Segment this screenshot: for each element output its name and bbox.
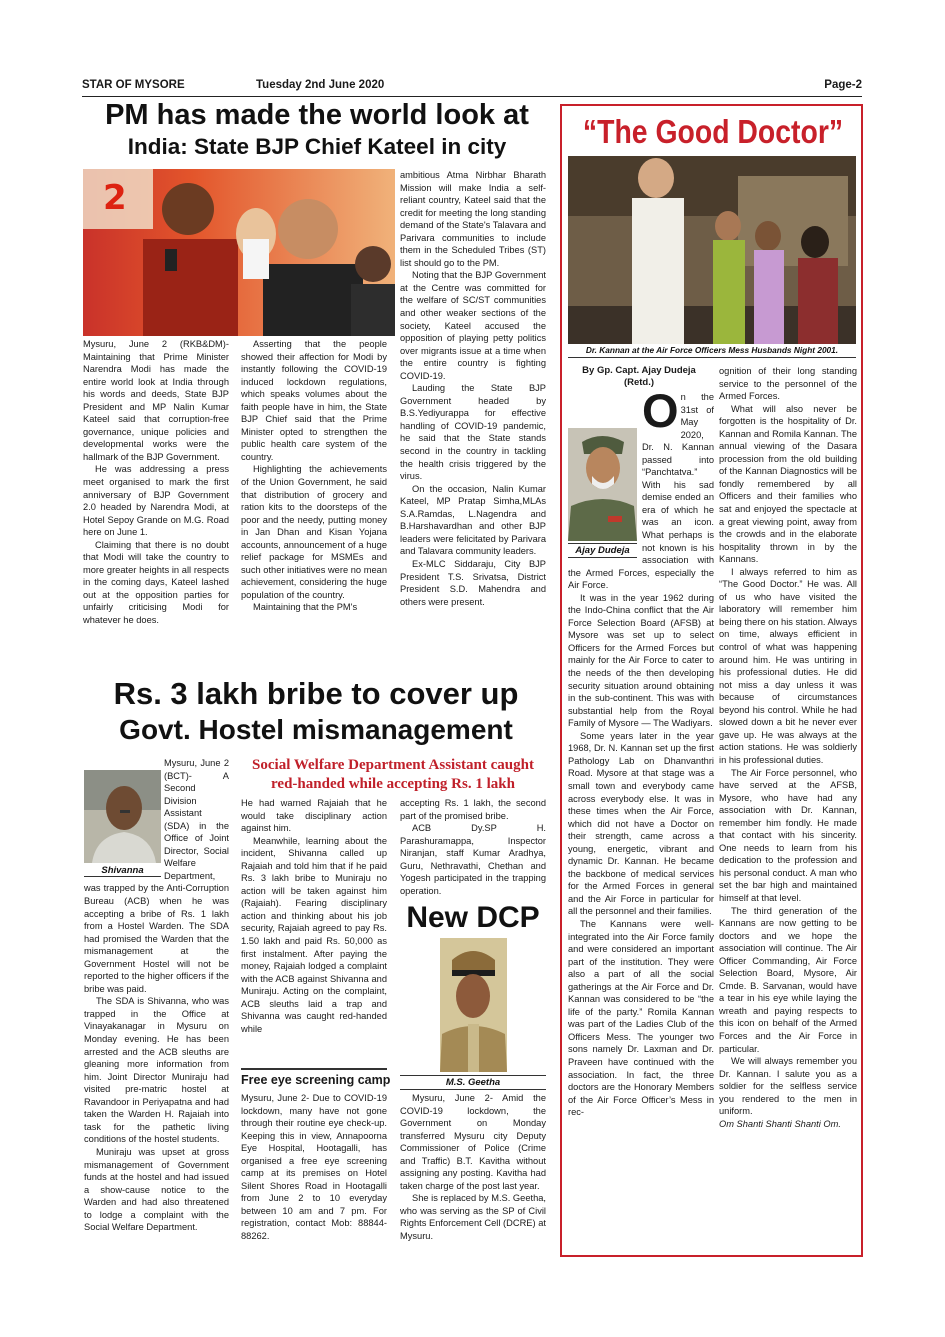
byline-name: By Gp. Capt. Ajay Dudeja [582,365,696,376]
story1-paragraph: Ex-MLC Siddaraju, City BJP President T.S. Srivatsa, District President S.D. Mahendra and others were present. [400,558,546,607]
story1-paragraph: Claiming that there is no doubt that Modi will take the country to more greater heights in all respects in the coming days, Kateel lashed out at the opposition parties for unfairly criticising Modi for whatever he does. [83,539,229,626]
good-doctor-column-2 [719,365,857,1130]
story1-headline: PM has made the world look at [105,99,529,131]
story1-column-2 [241,338,387,614]
ajay-dudeja-caption: Ajay Dudeja [568,543,637,558]
story2-paragraph: He had warned Rajaiah that he would take disciplinary action against him. [241,798,387,834]
story2-paragraph: Muniraju was upset at gross mismanagement of Government funds at the hostel and had issued a show-cause notice to the Warden and had also threatened to lodge a complaint with the Social Welfare Department. [84,1146,229,1233]
story1-paragraph: Asserting that the people showed their affection for Modi by instantly following the COVID-19 induced lockdown regulations, which speaks volumes about the faith people have in him, the State BJP Chief said that the Prime Minister opted to strengthen the public health care system of the country. [241,339,387,462]
story2-paragraph: Meanwhile, learning about the incident, Shivanna called up Rajaiah and told him that if he paid Rs. 3 lakh bribe to Muniraju no action will be taken against him (Rajaiah). Fearing disciplinary action and thinking about his job security, Rajaiah agreed to pay Rs. 1.50 lakh and paid Rs. 50,000 as first instalment. After paying the money, Rajaiah lodged a complaint with the ACB against Shivanna and Muniraju. Acting on the complaint, ACB sleuths laid a trap and Shivanna was caught red-handed while [241,835,387,1034]
good-doctor-byline [566,365,712,389]
good-doctor-column-1 [568,384,714,1119]
story1-subhead: India: State BJP Chief Kateel in city [127,134,507,159]
story1-paragraph: Highlighting the achievements of the Union Government, he said that distribution of grocery and ration kits to the doorsteps of the poor and the needy, putting money in Jan Dhan and Kisan Yojana accounts, announcement of a huge relief package for MSMEs and such other initiatives were no mean achievement, considering the huge population of the country. [241,464,387,600]
story2-column-1 [84,757,229,1234]
story2-paragraph: ACB Dy.SP H. Parashuramappa, Inspector Niranjan, staff Kumar Aradhya, Guru, Nethravathi, Chethan and Yogesh participated in the trapping operation. [400,823,546,896]
good-doctor-headline: “The Good Doctor” [582,113,844,150]
story1-column-3 [400,169,546,608]
good-doctor-paragraph: The Kannans were well-integrated into the Air Force family and were considered an important part of the institution. They were also a part of all the social gatherings at the Air Force and Dr. Kannan was considered to be “the life of the party.” Romila Kannan was part of the Ladies Club of the Officers Mess. The younger two sons namely Dr. Laxman and Dr. Praveen have continued with the association. In fact, the three doctors are the Honorary Members of the Air Force Officer’s Mess in rec- [568,918,714,1118]
story2-paragraph: The SDA is Shivanna, who was trapped in the Office at Vinayakanagar in Mysuru on Monday evening. He has been arrested and the ACB sleuths are gleaning more information from him. Joint Director Muniraju had visited pre-matric hostel at Ravandoor in Periyapatna and had taken the Warden H. Rajaiah into task for the pathetic living conditions of the hostel students. [84,996,229,1145]
new-dcp-paragraph: Mysuru, June 2- Amid the COVID-19 lockdown, the Government on Monday transferred Mysuru city Deputy Commissioner of Police (Crime and Traffic) B.T. Kavitha without assigning any posting. Kavitha had taken charge of the post last year. [400,1093,546,1191]
good-doctor-signoff: Om Shanti Shanti Shanti Om. [719,1118,841,1129]
eye-camp-body [241,1092,387,1243]
good-doctor-paragraph: The Air Force personnel, who have served at the AFSB, Mysore, who have had any association with Dr. Kannan, remember him fondly. He made that contact with his sincerity. One needs to learn from his dedication to the profession and his personal conduct. A man who set the bar high and maintained himself at that level. [719,767,857,903]
story1-paragraph: Mysuru, June 2 (RKB&DM)- Maintaining that Prime Minister Narendra Modi has made the entire world look at India through his words and deeds, State BJP President and MP Nalin Kumar Kateel said that corruption-free governance, unique policies and developmental works were the hallmark of the BJP Government. [83,339,229,462]
story1-paragraph: ambitious Atma Nirbhar Bharath Mission will make India a self-reliant country, Kateel said that the credit for meeting the long standing demand of the State's Talavara and Parivara communities to include them in the Scheduled Tribes (ST) list should go to the PM. [400,170,546,268]
paper-name: STAR OF MYSORE [82,79,185,91]
story1-paragraph: He was addressing a press meet organised to mark the first anniversary of BJP Government 2.0 headed by Narendra Modi, at Hotel Sepoy Grande on M.G. Road here on June 1. [83,464,229,538]
kateel-press-meet-photo [83,169,395,336]
story2-subhead: Govt. Hostel mismanagement [119,714,513,745]
story2-column-2 [241,797,387,1035]
byline-rank: (Retd.) [623,377,655,388]
kannan-mess-night-photo [568,156,856,344]
story2-paragraph: accepting Rs. 1 lakh, the second part of the promised bribe. [400,798,546,821]
svg-text:2: 2 [103,178,127,218]
new-dcp-paragraph: She is replaced by M.S. Geetha, who was serving as the SP of Civil Rights Enforcement Cell (DCRE) at Mysuru. [400,1193,546,1242]
good-doctor-paragraph: We will always remember you Dr. Kannan. I salute you as a soldier for the selfless service you rendered to the men in uniform. [719,1056,857,1117]
eye-camp-headline: Free eye screening camp [241,1073,391,1087]
story2-column-3 [400,797,546,897]
eye-camp-rule [241,1068,387,1070]
story2-red-subhead: Social Welfare Department Assistant caught red-handed while accepting Rs. 1 lakh [252,757,534,792]
story1-paragraph: Lauding the State BJP Government headed by B.S.Yediyurappa for effective handling of COVID-19 pandemic, he said that the State stands second in the country in tackling the health crisis triggered by the virus. [400,383,546,482]
good-doctor-paragraph: The third generation of the Kannans are now getting to be doctors and we hope the association will continue. The Air Officer Commanding, Air Force Selection Board, Mysore, Air Cmde. B. Sarvanan, would have a tear in his eye while laying the wreath and paying respects to this icon on behalf of the Armed Forces and the Air Force in particular. [719,905,857,1054]
story1-paragraph: Noting that the BJP Government at the Centre was committed for the welfare of SC/ST communities and other weaker sections of the society, Kateel accused the opposition of playing petty politics over migrants issue at a time when the entire country is fighting COVID-19. [400,270,546,381]
story2-headline: Rs. 3 lakh bribe to cover up [113,676,519,711]
good-doctor-lead: n the 31st of May 2020, Dr. N. Kannan passed into “Panchtatva.” With his sad demise ended an era of which he was an icon. What perhaps is not known is his association with the Armed Forces, especially the Air Force. [568,392,714,591]
story2-paragraph: Mysuru, June 2 (BCT)- A Second Division Assistant (SDA) in the Office of Joint Director, Social Welfare Department, was trapped by the Anti-Corruption Bureau (ACB) when he was accepting a bribe of Rs. 1 lakh from a Hostel Warden. The SDA had promised the Warden that the mismanagement at the Government Hostel will not be reported to the higher officers if the bribe was paid. [84,758,229,994]
shivanna-caption: Shivanna [84,865,161,877]
issue-date: Tuesday 2nd June 2020 [256,79,385,91]
good-doctor-paragraph: Some years later in the year 1968, Dr. N. Kannan set up the first Pathology Lab on Dhanvanthri Road. Mysore at that stage was a small town and everybody came across everybody else. It was in these times when the Air Force, which did not have a Doctor on their strength, came across a young, energetic, vibrant and dynamic Dr. Kannan. He became the backbone of medical services for the Armed Forces in general and the Air Force in particular for all the personnel and their families. [568,730,714,917]
drop-cap: O [642,384,679,437]
kannan-photo-caption: Dr. Kannan at the Air Force Officers Mess Husbands Night 2001. [568,345,856,358]
good-doctor-paragraph: What will also never be forgotten is the hospitality of Dr. Kannan and Romila Kannan. The annual viewing of the Dasara procession from the old building of the Kannan Diagnostics will be fondly remembered by all Officers and their families who sat and enjoyed the spectacle at a great viewing point, away from the crowds and in the elaborate hospitality thrown in by the Kannans. [719,403,857,565]
eye-camp-paragraph: Mysuru, June 2- Due to COVID-19 lockdown, many have not gone through their routine eye check-up. Keeping this in view, Annapoorna Eye Hospital, Hootagalli, has organised a free eye screening camp at its premises on Hotel Silent Shores Road in Hootagalli from June 2 to 10 everyday between 10 am and 7 pm. For registration, contact Mob: 88844-88262. [241,1093,387,1242]
story1-paragraph: On the occasion, Nalin Kumar Kateel, MP Pratap Simha,MLAs S.A.Ramdas, L.Nagendra and B.Harshavardhan and other BJP leaders were felicitated by Parivara and Talavara community leaders. [400,483,546,557]
new-dcp-body [400,1092,546,1243]
good-doctor-paragraph: It was in the year 1962 during the Indo-China conflict that the Air Force Selection Board (AFSB) at Mysore was set up to select Officers for the Armed Forces but mainly for the Air Force to cater to the needs of the then developing security situation around obtaining in the sub-continent. This was with substantial help from the Royal Family of Mysore — The Wadiyars. [568,592,714,729]
page-number: Page-2 [824,79,862,91]
new-dcp-headline: New DCP [406,901,540,934]
geetha-photo [440,938,507,1072]
story1-paragraph: Maintaining that the PM's [253,602,358,613]
good-doctor-paragraph: I always referred to him as “The Good Doctor.” He was. All of us who have visited the laboratory will remember him being there on his station. Always on time, always efficient in control of what was happening around him. He was untiring in his professional duties. He did not miss a day unless it was because of circumstances beyond his control. While he had slowed down a bit he never ever gave up. He was always at the action stations. He was soldierly in his professional duties. [719,566,857,765]
good-doctor-paragraph: ognition of their long standing service to the personnel of the Armed Forces. [719,366,857,402]
story1-column-1 [83,338,229,627]
geetha-caption: M.S. Geetha [400,1075,546,1090]
masthead-bar [82,77,862,97]
